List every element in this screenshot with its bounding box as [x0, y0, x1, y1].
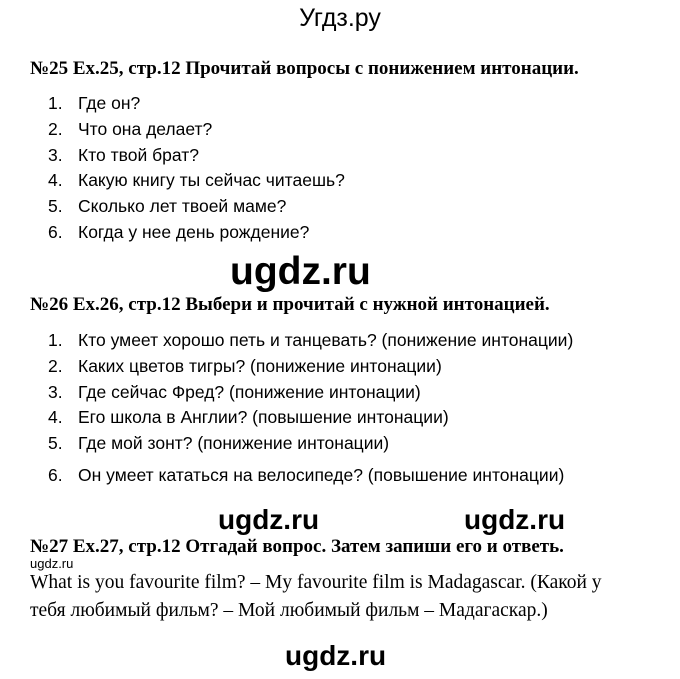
item-number: 1.: [48, 330, 63, 350]
list-item: [48, 117, 345, 143]
item-text: Какую книгу ты сейчас читаешь?: [78, 170, 345, 191]
item-text: Кто твой брат?: [78, 144, 199, 165]
item-number: 6.: [48, 221, 63, 242]
item-text: Сколько лет твоей маме?: [78, 196, 287, 217]
exercise-26-list: [48, 328, 573, 489]
answer-line: What is you favourite film? – My favourite film is Madagascar. (Какой у: [30, 572, 602, 593]
list-item: [48, 431, 573, 457]
item-number: 2.: [48, 118, 63, 139]
list-item: [48, 91, 345, 117]
item-text: Где мой зонт? (понижение интонации): [78, 433, 390, 454]
item-text: Что она делает?: [78, 118, 213, 139]
list-item: [48, 354, 573, 380]
list-item: [48, 194, 345, 220]
item-text: Кто умеет хорошо петь и танцевать? (понижение интонации): [78, 330, 574, 350]
exercise-26-heading: №26 Ex.26, стр.12 Выбери и прочитай с нужной интонацией.: [30, 294, 550, 315]
list-item: [48, 380, 573, 406]
watermark: ugdz.ru: [464, 504, 566, 535]
item-number: 2.: [48, 355, 63, 376]
watermark: ugdz.ru: [30, 556, 74, 571]
exercise-27-heading: №27 Ex.27, стр.12 Отгадай вопрос. Затем запиши его и ответь.: [30, 536, 564, 557]
item-number: 1.: [48, 93, 63, 113]
list-item: [48, 463, 573, 489]
item-text: Где он?: [78, 93, 141, 113]
item-number: 6.: [48, 464, 63, 485]
item-text: Когда у нее день рождение?: [78, 221, 310, 242]
item-text: Каких цветов тигры? (понижение интонации): [78, 355, 442, 376]
item-number: 4.: [48, 407, 63, 428]
item-number: 5.: [48, 433, 63, 454]
list-item: [48, 220, 345, 246]
watermark: ugdz.ru: [230, 250, 371, 293]
site-title: Угдз.ру: [299, 4, 381, 32]
watermark: ugdz.ru: [218, 504, 320, 535]
item-number: 3.: [48, 381, 63, 402]
list-item: [48, 328, 573, 354]
item-number: 5.: [48, 196, 63, 217]
item-number: 3.: [48, 144, 63, 165]
item-text: Его школа в Англии? (повышение интонации): [78, 407, 449, 428]
answer-line: тебя любимый фильм? – Мой любимый фильм – Мадагаскар.): [30, 600, 548, 621]
list-item: [48, 143, 345, 169]
watermark: ugdz.ru: [285, 640, 387, 671]
item-text: Он умеет кататься на велосипеде? (повышение интонации): [78, 464, 565, 485]
list-item: [48, 405, 573, 431]
exercise-25-heading: №25 Ex.25, стр.12 Прочитай вопросы с понижением интонации.: [30, 58, 579, 79]
exercise-27-answer: [30, 569, 670, 625]
list-item: [48, 168, 345, 194]
exercise-25-list: [48, 91, 345, 246]
item-number: 4.: [48, 170, 63, 191]
item-text: Где сейчас Фред? (понижение интонации): [78, 381, 421, 402]
